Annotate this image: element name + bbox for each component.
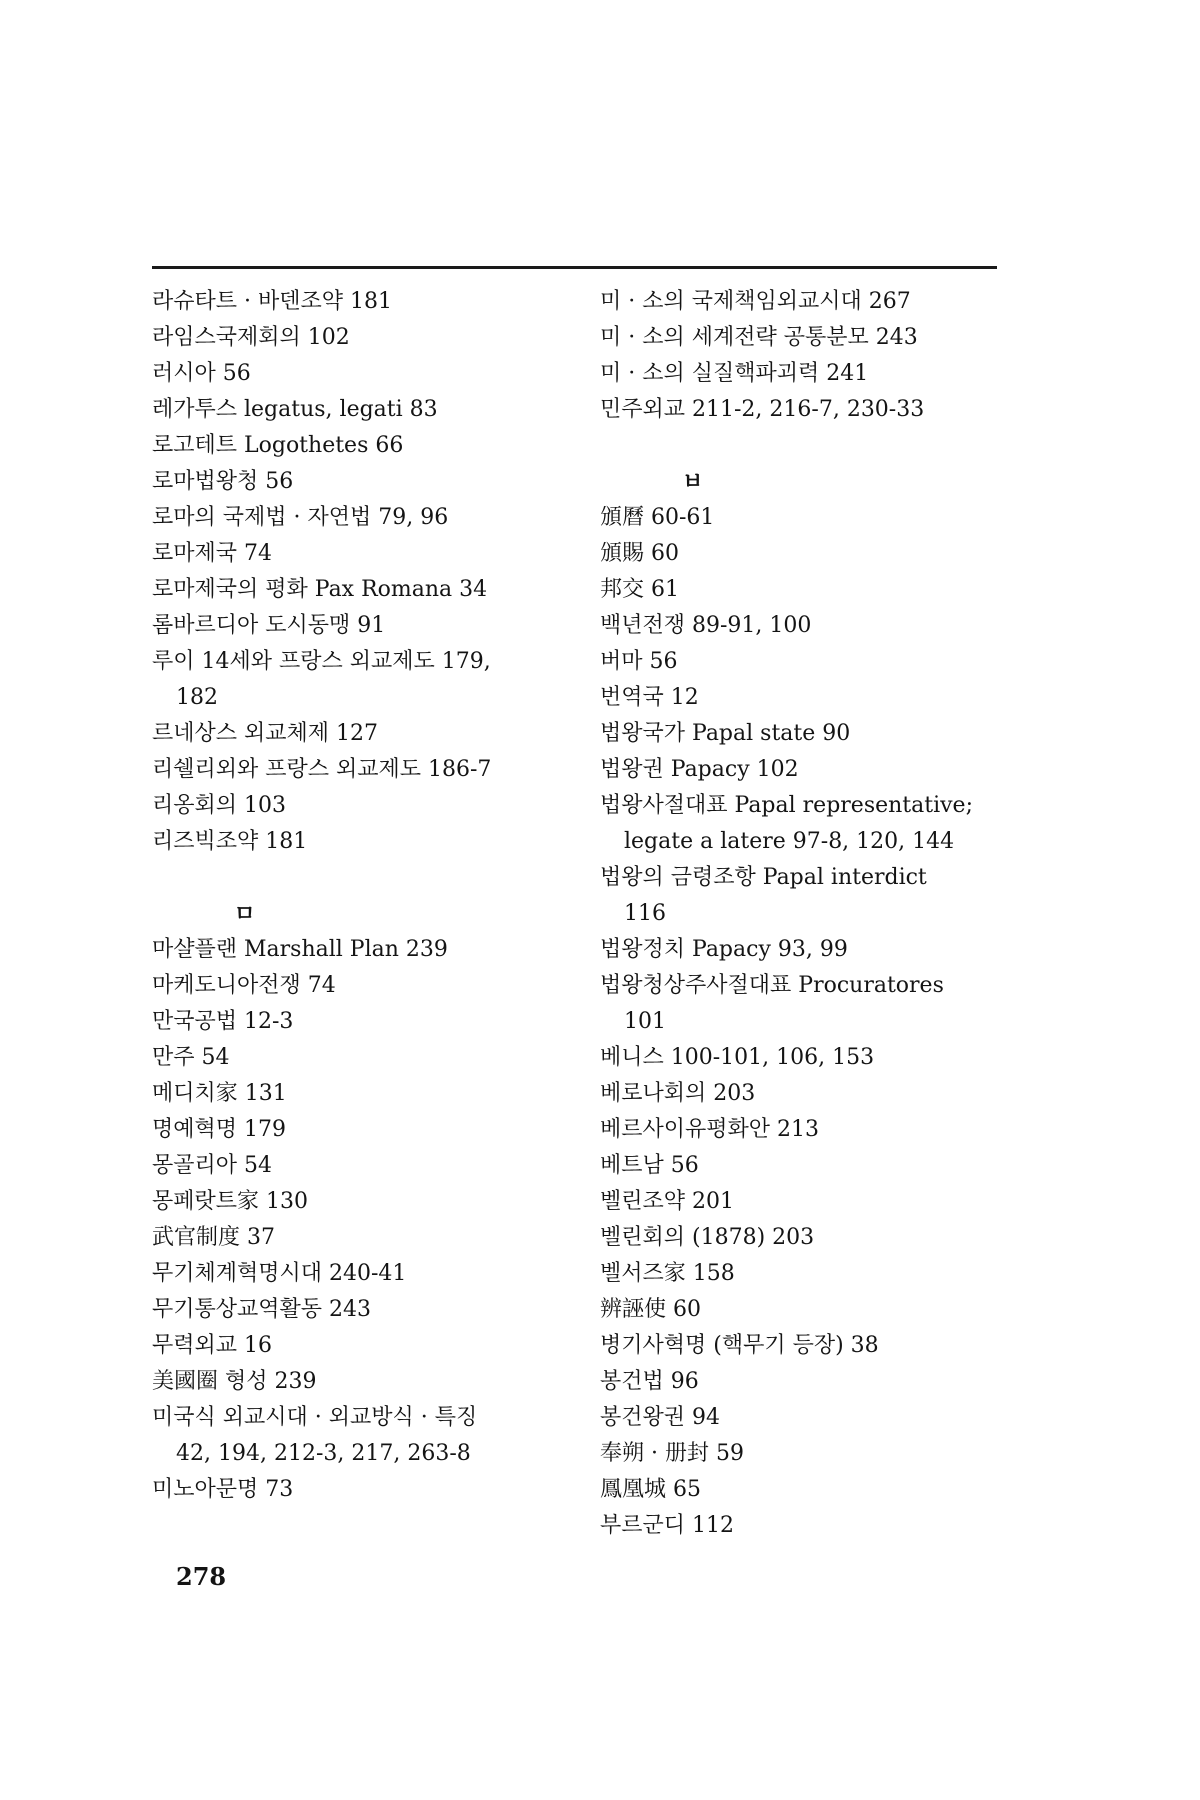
index-entry-continuation: 116 xyxy=(624,901,666,926)
index-entry: 루이 14세와 프랑스 외교제도 179, xyxy=(152,649,491,674)
index-entry: 무기통상교역활동 243 xyxy=(152,1297,372,1322)
index-entry: 법왕청상주사절대표 Procuratores xyxy=(600,973,944,998)
index-column-left xyxy=(152,284,572,1508)
section-header: ㅁ xyxy=(234,901,256,927)
index-entry: 鳳凰城 65 xyxy=(600,1477,701,1502)
index-entry: 메디치家 131 xyxy=(152,1081,287,1106)
index-entry: 민주외교 211-2, 216-7, 230-33 xyxy=(600,397,925,422)
index-entry: 명예혁명 179 xyxy=(152,1117,286,1142)
index-entry: 벨린회의 (1878) 203 xyxy=(600,1225,815,1250)
index-entry: 미 · 소의 실질핵파괴력 241 xyxy=(600,361,869,386)
index-entry: 번역국 12 xyxy=(600,685,699,710)
index-entry: 베트남 56 xyxy=(600,1153,699,1178)
index-column-right xyxy=(600,284,1020,1544)
index-entry-continuation: 42, 194, 212-3, 217, 263-8 xyxy=(176,1441,471,1466)
section-gap xyxy=(600,428,1020,464)
index-entry: 몽페랏트家 130 xyxy=(152,1189,308,1214)
index-entry: 무력외교 16 xyxy=(152,1333,272,1358)
index-entry: 롬바르디아 도시동맹 91 xyxy=(152,613,386,638)
index-entry: 奉朔 · 册封 59 xyxy=(600,1441,744,1466)
section-header: ㅂ xyxy=(682,469,704,495)
index-entry: 부르군디 112 xyxy=(600,1513,734,1538)
index-entry: 만국공법 12-3 xyxy=(152,1009,294,1034)
index-entry: 頒曆 60-61 xyxy=(600,505,715,530)
page-number: 278 xyxy=(176,1562,227,1591)
index-entry: 베니스 100-101, 106, 153 xyxy=(600,1045,875,1070)
index-entry: 병기사혁명 (핵무기 등장) 38 xyxy=(600,1333,879,1358)
top-rule xyxy=(152,266,997,269)
index-entry: 마샬플랜 Marshall Plan 239 xyxy=(152,937,448,962)
index-entry: 미 · 소의 국제책임외교시대 267 xyxy=(600,289,911,314)
index-entry: 라임스국제회의 102 xyxy=(152,325,350,350)
index-entry: 베르사이유평화안 213 xyxy=(600,1117,820,1142)
index-entry: 美國圈 형성 239 xyxy=(152,1369,317,1394)
index-entry: 로마법왕청 56 xyxy=(152,469,294,494)
index-entry: 미국식 외교시대 · 외교방식 · 특징 xyxy=(152,1405,478,1430)
section-gap xyxy=(152,860,572,896)
index-entry: 봉건법 96 xyxy=(600,1369,699,1394)
index-entry: 辨誣使 60 xyxy=(600,1297,701,1322)
index-entry: 봉건왕권 94 xyxy=(600,1405,720,1430)
index-entry: 미노아문명 73 xyxy=(152,1477,294,1502)
index-entry: 邦交 61 xyxy=(600,577,679,602)
index-entry: 벨린조약 201 xyxy=(600,1189,734,1214)
index-entry: 러시아 56 xyxy=(152,361,251,386)
index-entry: 레가투스 legatus, legati 83 xyxy=(152,397,438,422)
index-entry: 베로나회의 203 xyxy=(600,1081,756,1106)
index-entry: 법왕권 Papacy 102 xyxy=(600,757,799,782)
index-entry-continuation: 182 xyxy=(176,685,218,710)
index-entry: 頒賜 60 xyxy=(600,541,679,566)
index-entry: 몽골리아 54 xyxy=(152,1153,272,1178)
index-entry: 백년전쟁 89-91, 100 xyxy=(600,613,812,638)
index-entry: 로마제국의 평화 Pax Romana 34 xyxy=(152,577,488,602)
index-entry: 법왕사절대표 Papal representative; xyxy=(600,793,973,818)
index-entry: 리옹회의 103 xyxy=(152,793,286,818)
index-entry: 법왕국가 Papal state 90 xyxy=(600,721,851,746)
index-entry: 법왕정치 Papacy 93, 99 xyxy=(600,937,848,962)
index-entry: 로고테트 Logothetes 66 xyxy=(152,433,404,458)
index-entry-continuation: 101 xyxy=(624,1009,666,1034)
index-entry: 미 · 소의 세계전략 공통분모 243 xyxy=(600,325,918,350)
index-entry: 무기체계혁명시대 240-41 xyxy=(152,1261,407,1286)
index-entry: 로마의 국제법 · 자연법 79, 96 xyxy=(152,505,449,530)
index-entry: 리쉘리외와 프랑스 외교제도 186-7 xyxy=(152,757,492,782)
index-entry: 벨서즈家 158 xyxy=(600,1261,735,1286)
index-entry: 라슈타트 · 바덴조약 181 xyxy=(152,289,392,314)
index-entry: 리즈빅조약 181 xyxy=(152,829,308,854)
index-entry: 만주 54 xyxy=(152,1045,230,1070)
index-entry: 로마제국 74 xyxy=(152,541,272,566)
index-entry: 법왕의 금령조항 Papal interdict xyxy=(600,865,927,890)
index-entry: 버마 56 xyxy=(600,649,678,674)
index-entry-continuation: legate a latere 97-8, 120, 144 xyxy=(624,829,955,854)
index-entry: 르네상스 외교체제 127 xyxy=(152,721,378,746)
index-entry: 마케도니아전쟁 74 xyxy=(152,973,336,998)
index-entry: 武官制度 37 xyxy=(152,1225,275,1250)
